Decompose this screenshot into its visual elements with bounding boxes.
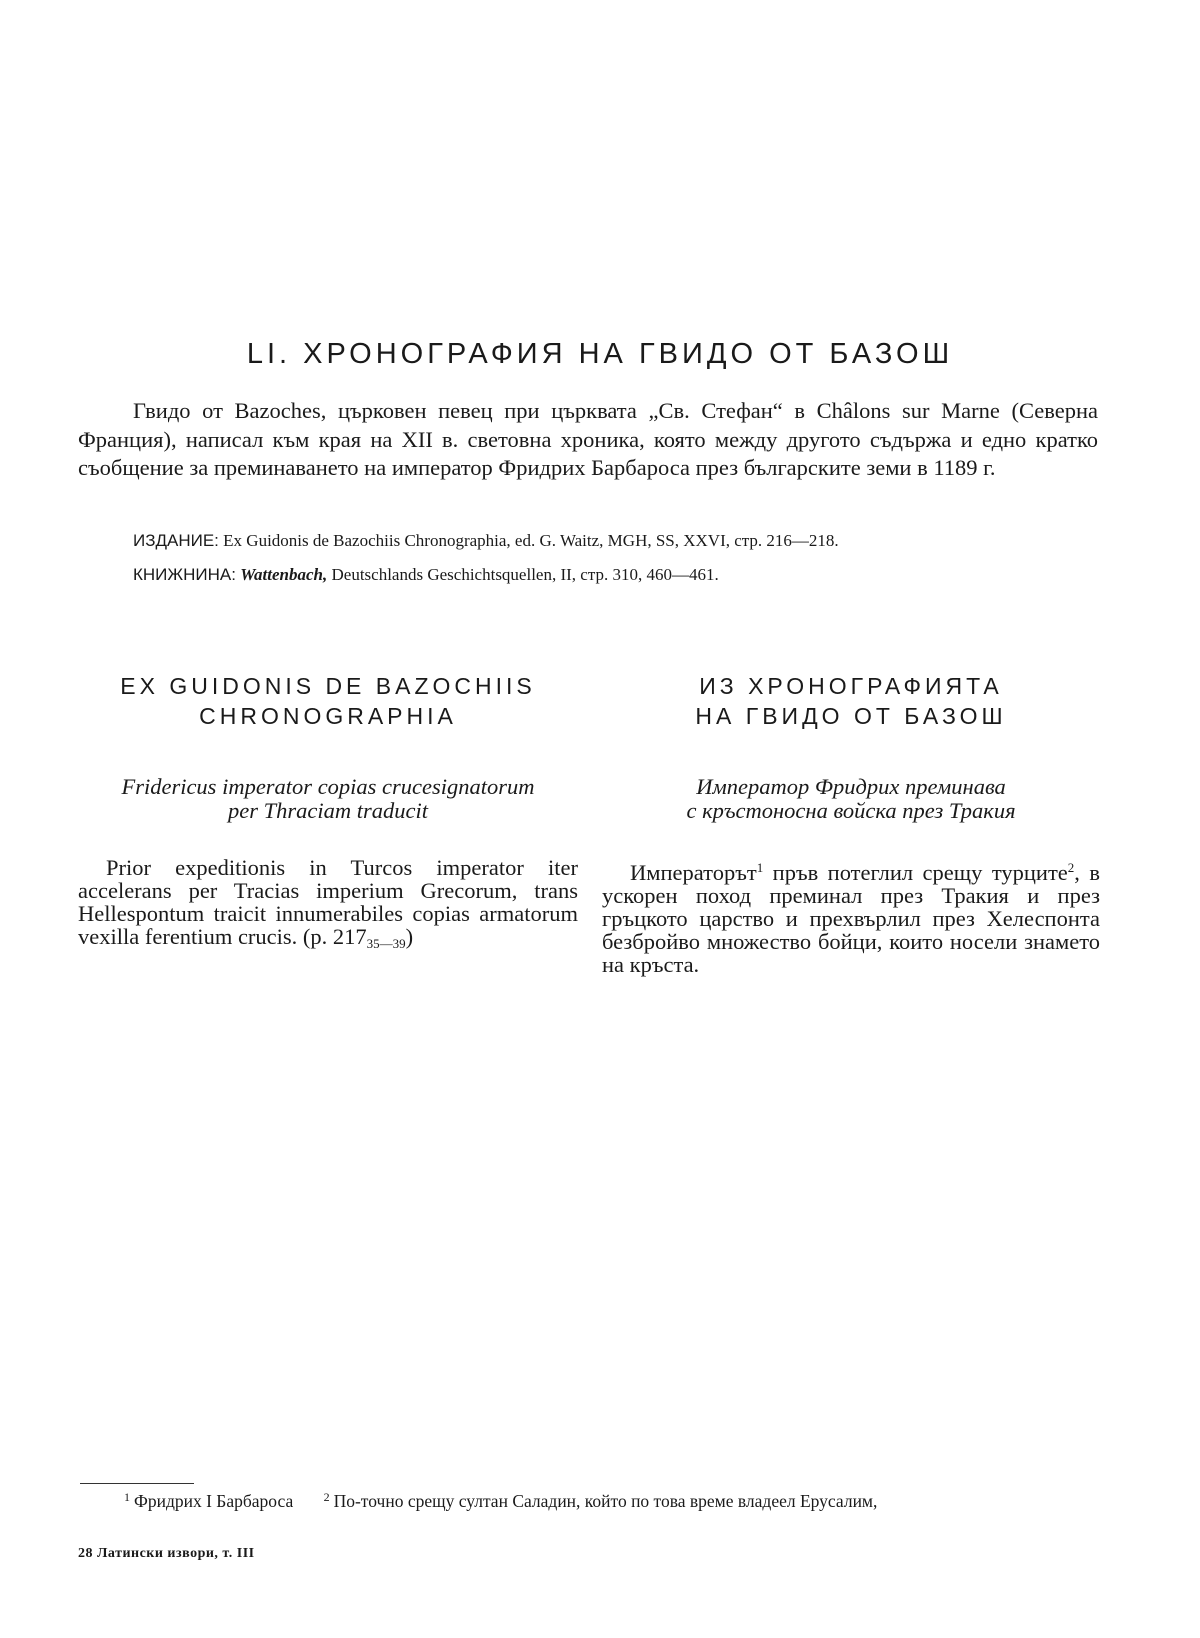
intro-paragraph: Гвидо от Bazoches, църковен певец при църквата „Св. Стефан“ в Châlons sur Marne (Северна Франция), написал към края на XII в. световна хроника, която между другото съдържа и едно кратко съобщение за преминаването на император Фридрих Барбароса през българските земи в 1189 г. [78,398,1098,480]
latin-text [78,856,578,955]
edition-text: Ex Guidonis de Bazochiis Chronographia, ed. G. Waitz, MGH, SS, XXVI, стр. 216—218. [223,531,839,550]
page-reference: (p. 21735—39) [302,924,414,951]
bulgarian-text: Императорът$^1$ пръв потеглил срещу турците$^2$, в ускорен поход преминал през Тракия и през гръцкото царство и прехвърлил през Хелеспонта безбройво множество бойци, които носели знамето на кръста. [602,860,1101,977]
footnote-divider [80,1483,194,1484]
bulgarian-heading-line1: ИЗ ХРОНОГРАФИЯТА [699,673,1003,699]
literature-label: КНИЖНИНА: [133,565,236,584]
literature-reference [133,565,1093,585]
footnote-number: 1 [124,1490,130,1504]
bulgarian-subheading [602,775,1100,823]
footnote-text: По-точно срещу султан Саладин, който по това време владеел Ерусалим, [333,1491,878,1511]
bulgarian-column [602,671,1100,976]
footnote-marker-2: 2 [1067,860,1075,875]
bulgarian-heading [602,671,1100,731]
bulgarian-heading-line2: НА ГВИДО ОТ БАЗОШ [695,703,1007,729]
footnotes [124,1490,877,1512]
page-title: LI. ХРОНОГРАФИЯ НА ГВИДО ОТ БАЗОШ [246,338,954,370]
latin-column [78,671,578,955]
footnote-text: Фридрих I Барбароса [134,1491,294,1511]
latin-heading-line2: CHRONOGRAPHIA [199,703,457,729]
footnote-number: 2 [323,1490,330,1504]
printer-signature: 28 Латински извори, т. III [78,1546,255,1561]
latin-text-body: Prior expeditionis in Turcos imperator iter accelerans per Tracias imperium Grecorum, trans Hellespontum traicit innumerabiles copias armatorum vexilla ferentium crucis. [78,855,578,949]
latin-heading [78,671,578,731]
literature-author: Wattenbach, [240,565,328,584]
footnote-marker-1: 1 [756,860,764,875]
edition-reference [133,531,1093,551]
footnote-1 [124,1490,293,1512]
footnote-2 [324,1490,878,1512]
edition-label: ИЗДАНИЕ: [133,531,219,550]
page-reference-lines: 35—39 [366,936,406,951]
latin-subheading-line1: Fridericus imperator copias crucesignatorum [121,774,535,799]
bulgarian-subheading-line1: Император Фридрих преминава [696,774,1006,799]
literature-text: Deutschlands Geschichtsquellen, II, стр. 310, 460—461. [331,565,719,584]
latin-subheading [78,775,578,823]
bulgarian-subheading-line2: с кръстоносна войска през Тракия [686,798,1016,823]
latin-subheading-line2: per Thraciam traducit [228,798,428,823]
latin-heading-line1: EX GUIDONIS DE BAZOCHIIS [120,673,536,699]
